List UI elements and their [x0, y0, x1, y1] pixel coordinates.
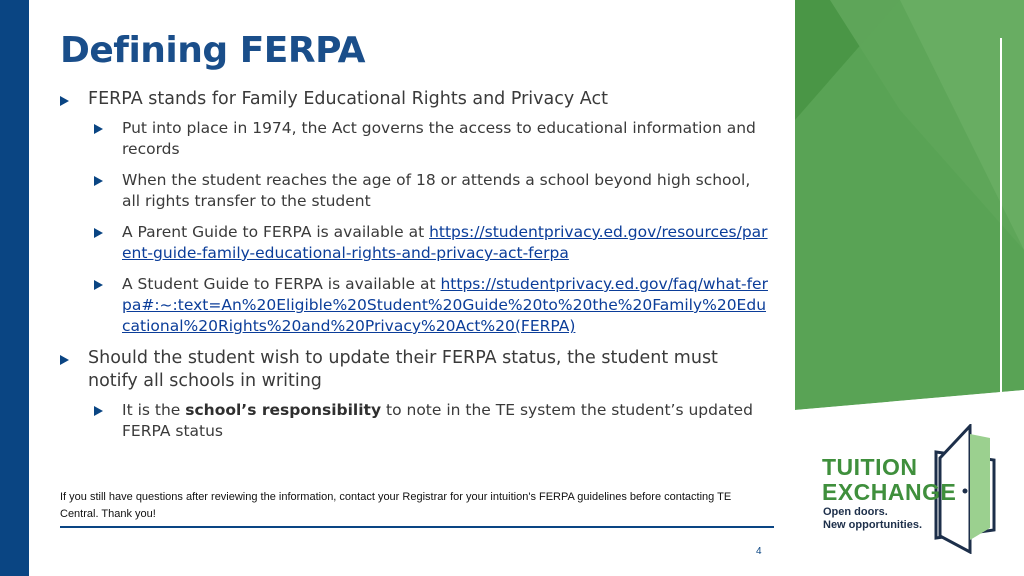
slide-title: Defining FERPA — [60, 30, 366, 71]
bullet-text-pre: It is the — [122, 401, 186, 419]
sub-bullet-age-18 — [94, 170, 770, 212]
tuition-exchange-logo — [818, 424, 1018, 554]
logo-line-tuition: TUITION — [822, 454, 918, 480]
bullet-list — [60, 88, 770, 452]
bullet-text-bold: school’s responsibility — [185, 401, 382, 419]
bullet-text: Should the student wish to update their FERPA status, the student must notify all schools in writing — [88, 348, 718, 391]
bullet-update-status — [60, 347, 770, 393]
sub-bullet-student-guide — [94, 274, 770, 337]
bullet-text: A Student Guide to FERPA is available at — [122, 275, 441, 293]
bullet-arrow-icon — [94, 228, 103, 238]
sub-bullet-school-responsibility — [94, 400, 770, 442]
bullet-ferpa-definition — [60, 88, 770, 111]
student-guide-link[interactable]: https://studentprivacy.ed.gov/faq/what-ferpa#:~:text=An%20Eligible%20Student%20Guide%20to%20the%20Family%20Educational%20Rights%20and%20Privacy%20Act%20(FERPA) — [122, 275, 768, 335]
bullet-arrow-icon — [94, 176, 103, 186]
bullet-arrow-icon — [94, 406, 103, 416]
bullet-arrow-icon — [94, 280, 103, 290]
logo-tagline-1: Open doors. — [823, 506, 888, 518]
bullet-arrow-icon — [94, 124, 103, 134]
bullet-text: When the student reaches the age of 18 or attends a school beyond high school, all rights transfer to the student — [122, 171, 751, 210]
bullet-arrow-icon — [60, 96, 69, 106]
bullet-arrow-icon — [60, 355, 69, 365]
parent-guide-link[interactable]: https://studentprivacy.ed.gov/resources/parent-guide-family-educational-rights-and-privacy-act-ferpa — [122, 223, 768, 262]
sub-bullet-parent-guide — [94, 222, 770, 264]
bullet-text: FERPA stands for Family Educational Rights and Privacy Act — [88, 89, 608, 109]
page-number: 4 — [756, 546, 762, 557]
footer-divider — [60, 526, 774, 528]
logo-tagline-2: New opportunities. — [823, 519, 922, 531]
footer-note: If you still have questions after reviewing the information, contact your Registrar for your intuition's FERPA guidelines before contacting TE Central. Thank you! — [60, 491, 732, 520]
bullet-text: A Parent Guide to FERPA is available at — [122, 223, 430, 241]
bullet-text-post: to note in the TE system the student’s updated FERPA status — [122, 401, 753, 440]
logo-line-exchange: EXCHANGE — [822, 479, 957, 505]
sub-bullet-1974 — [94, 118, 770, 160]
bullet-text: Put into place in 1974, the Act governs the access to educational information and records — [122, 119, 756, 158]
